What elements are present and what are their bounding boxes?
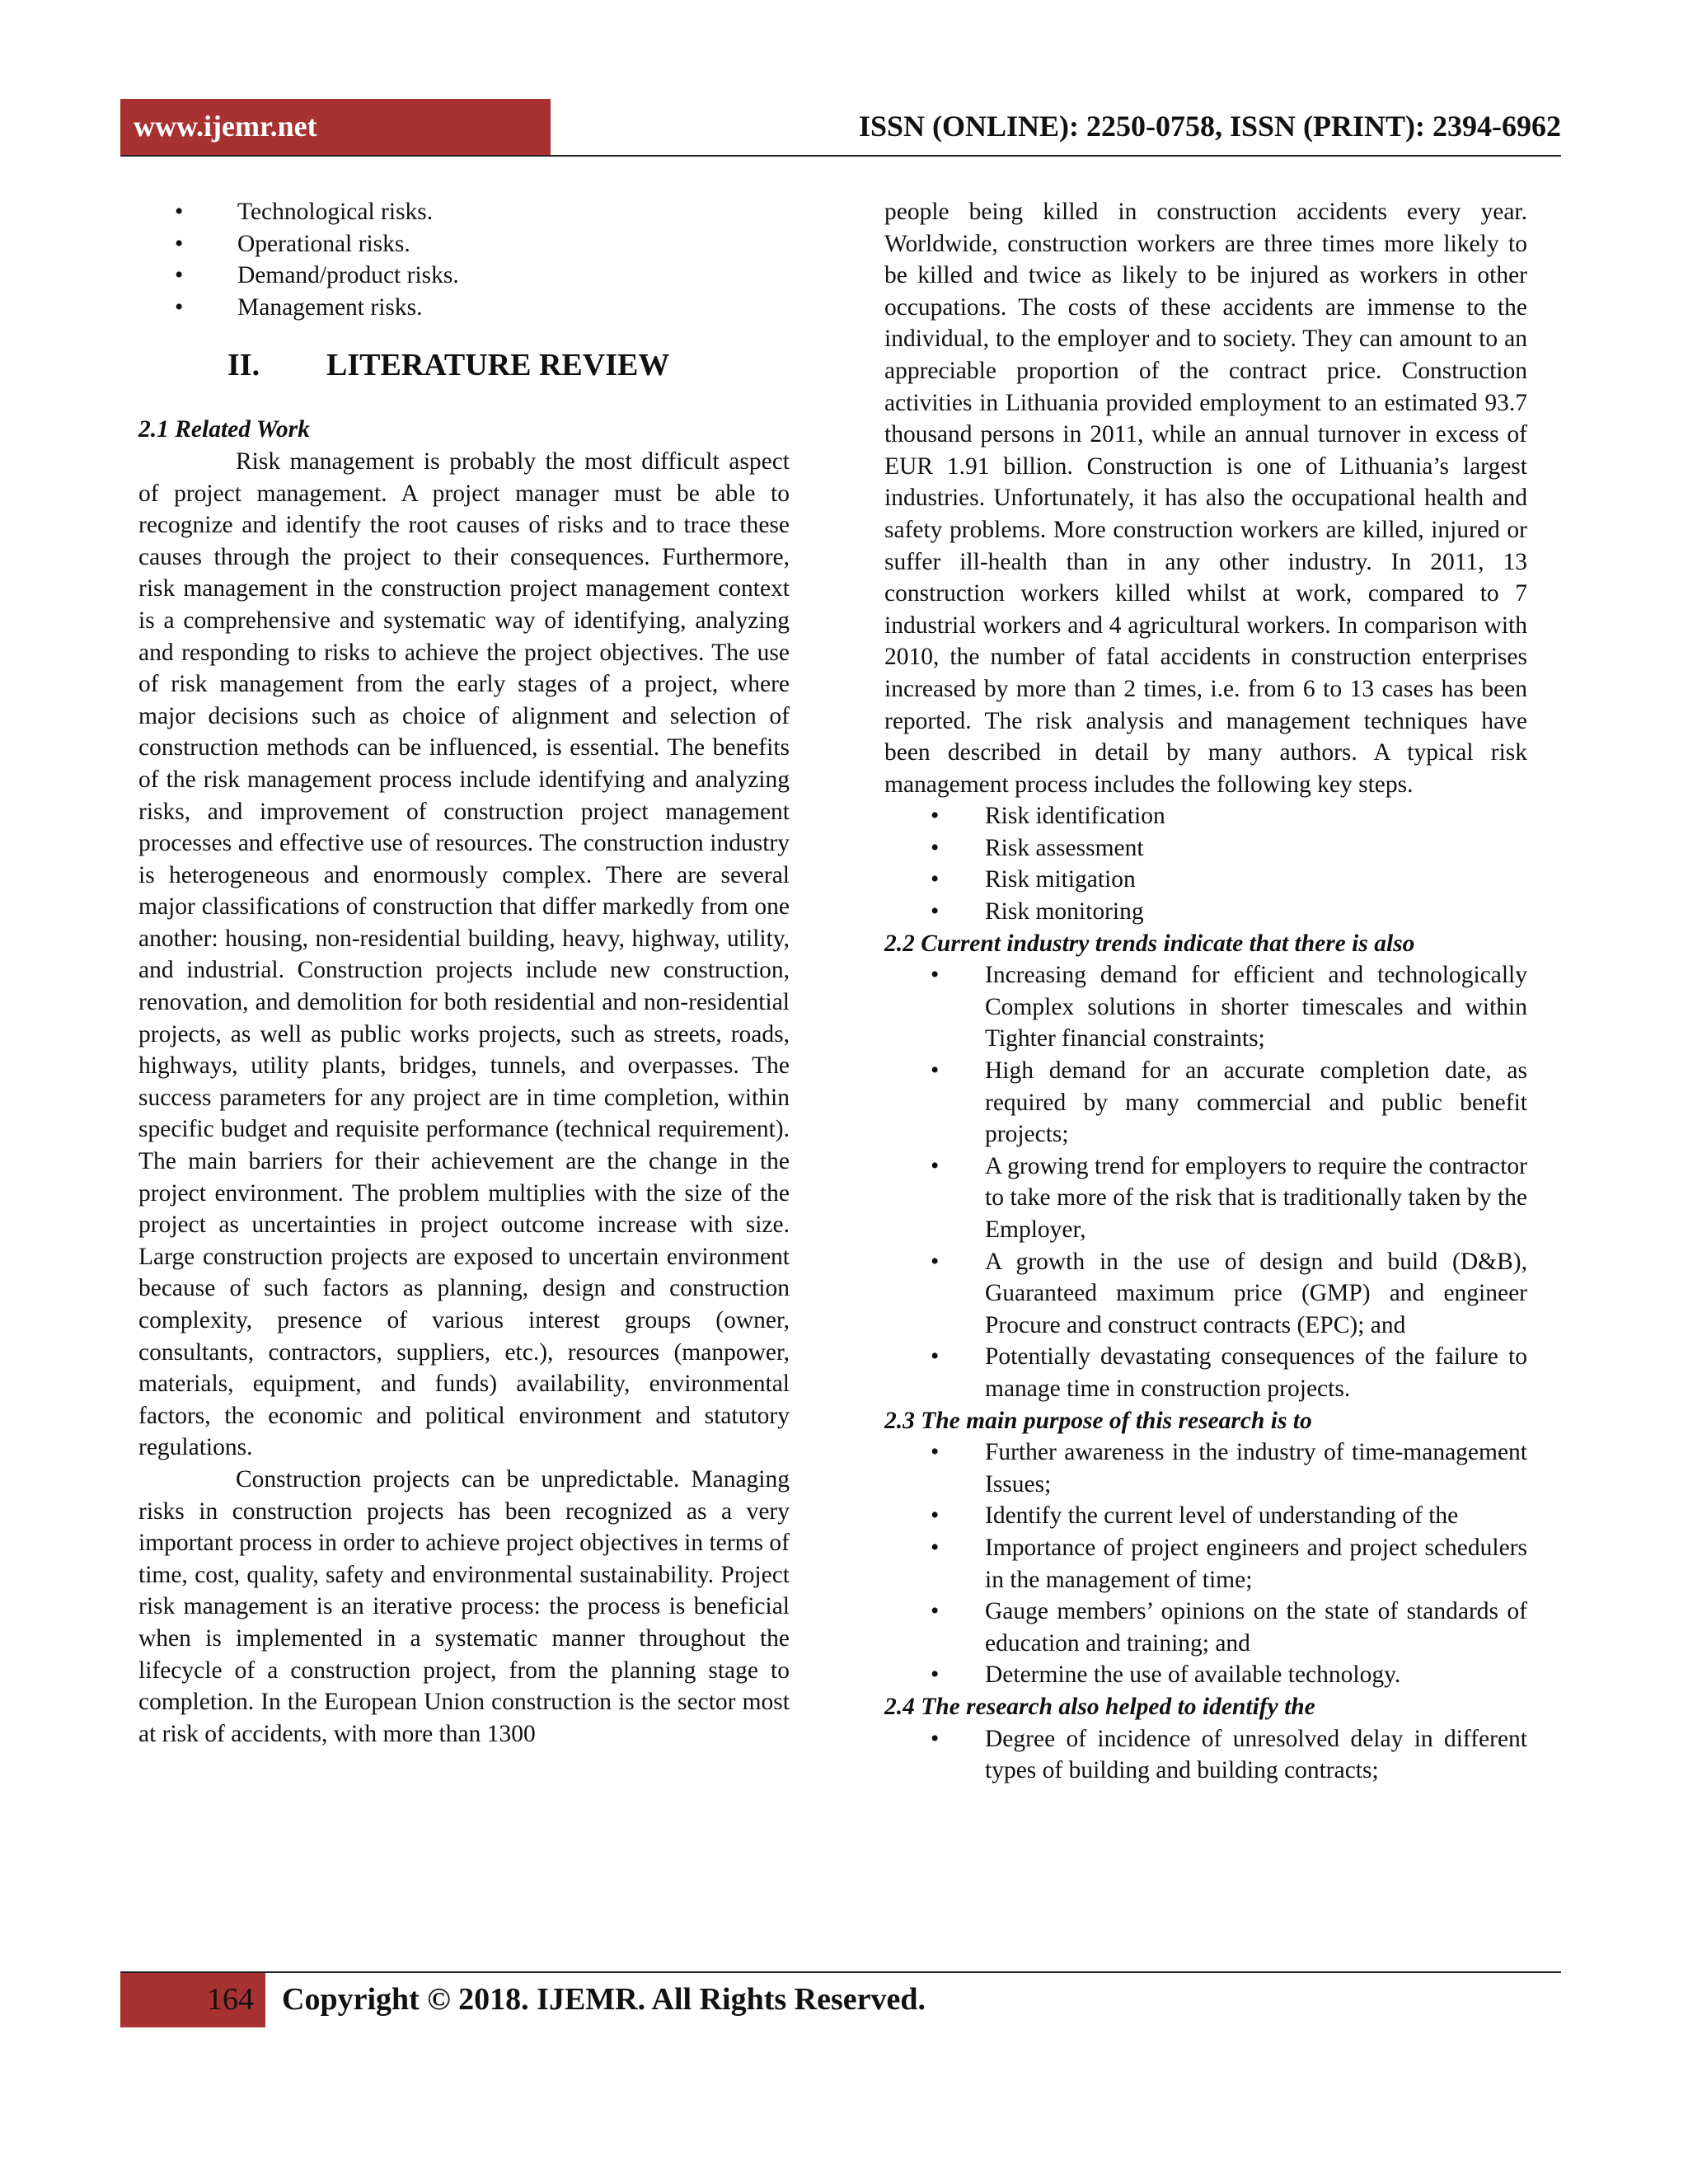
body-paragraph: people being killed in construction accidents every year. Worldwide, construction workers are three times more likely to be killed and twice as likely to be injured as workers in other occupations. The costs of these accidents are immense to the individual, to the employer and to society. They can amount to an appreciable proportion of the contract price. Construction activities in Lithuania provided employment to an estimated 93.7 thousand persons in 2011, while an annual turnover in excess of EUR 1.91 billion. Construction is one of Lithuania’s largest industries. Unfortunately, it has also the occupational health and safety problems. More construction workers are killed, injured or suffer ill-health than in any other industry. In 2011, 13 construction workers killed whilst at work, compared to 7 industrial workers and 4 agricultural workers. In comparison with 2010, the number of fatal accidents in construction enterprises increased by more than 2 times, i.e. from 6 to 13 cases has been reported. The risk analysis and management techniques have been described in detail by many authors. A typical risk management process includes the following key steps. [884,199,1527,798]
subsection-heading-2-4: 2.4 The research also helped to identify the [884,1693,1315,1720]
section-title: LITERATURE REVIEW [326,348,670,383]
risk-process-steps-list [884,800,1527,927]
journal-website[interactable]: www.ijemr.net [134,110,317,143]
copyright-notice: Copyright © 2018. IJEMR. All Rights Reserved. [282,1982,926,2017]
list-item: • Technological risks. [138,196,790,228]
list-item: • Risk identification [884,800,1527,832]
header-site-box [120,99,551,155]
list-item: • Demand/product risks. [138,260,790,292]
journal-issn: ISSN (ONLINE): 2250-0758, ISSN (PRINT): 2394-6962 [858,110,1561,143]
industry-trends-list [884,959,1527,1404]
risk-types-list [138,196,790,323]
body-paragraph: Risk management is probably the most difficult aspect of project management. A project manager must be able to recognize and identify the root causes of risks and to trace these causes through the project to their consequences. Furthermore, risk management in the construction project management context is a comprehensive and systematic way of identifying, analyzing and responding to risks to achieve the project objectives. The use of risk management from the early stages of a project, where major decisions such as choice of alignment and selection of construction methods can be influenced, is essential. The benefits of the risk management process include identifying and analyzing risks, and improvement of construction project management processes and effective use of resources. The construction industry is heterogeneous and enormously complex. There are several major classifications of construction that differ markedly from one another: housing, non-residential building, heavy, highway, utility, and industrial. Construction projects include new construction, renovation, and demolition for both residential and non-residential projects, as well as public works projects, such as streets, roads, highways, utility plants, bridges, tunnels, and overpasses. The success parameters for any project are in time completion, within specific budget and requisite performance (technical requirement). The main barriers for their achievement are the change in the project environment. The problem multiplies with the size of the project as uncertainties in project outcome increase with size. Large construction projects are exposed to uncertain environment because of such factors as planning, design and construction complexity, presence of various interest groups (owner, consultants, contractors, suppliers, etc.), resources (manpower, materials, equipment, and funds) availability, environmental factors, the economic and political environment and statutory regulations. [138,448,790,1461]
list-item: • Gauge members’ opinions on the state of standards of education and training; and [884,1596,1527,1659]
section-heading [227,344,790,386]
list-item: • Risk monitoring [884,896,1527,928]
list-item: • Degree of incidence of unresolved delay in different types of building and building contracts; [884,1723,1527,1787]
subsection-heading-2-2: 2.2 Current industry trends indicate that there is also [884,930,1415,957]
page-number-box [120,1973,265,2027]
list-item: • Determine the use of available technology. [884,1659,1527,1691]
footer-divider [120,1971,1561,1973]
page-header [120,99,1561,155]
subsection-heading-2-1: 2.1 Related Work [138,416,310,443]
body-paragraph: Construction projects can be unpredictable. Managing risks in construction projects has been recognized as a very important process in order to achieve project objectives in terms of time, cost, quality, safety and environmental sustainability. Project risk management is an iterative process: the process is beneficial when is implemented in a systematic manner throughout the lifecycle of a construction project, from the planning stage to completion. In the European Union construction is the sector most at risk of accidents, with more than 1300 [138,1465,790,1747]
right-column [884,196,1527,1787]
list-item: • Operational risks. [138,228,790,260]
list-item: • Risk mitigation [884,864,1527,896]
list-item: • A growing trend for employers to require the contractor to take more of the risk that is traditionally taken by the Employer, [884,1151,1527,1246]
left-column [138,196,790,1750]
list-item: • Importance of project engineers and project schedulers in the management of time; [884,1532,1527,1596]
section-number: II. [227,348,260,383]
list-item: • Management risks. [138,292,790,324]
list-item: • Risk assessment [884,832,1527,865]
list-item: • Potentially devastating consequences of the failure to manage time in construction projects. [884,1341,1527,1404]
list-item: • Identify the current level of understanding of the [884,1500,1527,1532]
page-number: 164 [207,1982,254,2017]
list-item: • High demand for an accurate completion date, as required by many commercial and public benefit projects; [884,1055,1527,1151]
header-divider [120,155,1561,157]
list-item: • Increasing demand for efficient and technologically Complex solutions in shorter timescales and within Tighter financial constraints; [884,959,1527,1055]
research-purpose-list [884,1436,1527,1691]
list-item: • Further awareness in the industry of time-management Issues; [884,1436,1527,1500]
research-identify-list [884,1723,1527,1787]
subsection-heading-2-3: 2.3 The main purpose of this research is to [884,1407,1312,1434]
list-item: • A growth in the use of design and build (D&B), Guaranteed maximum price (GMP) and engineer Procure and construct contracts (EPC); and [884,1246,1527,1342]
